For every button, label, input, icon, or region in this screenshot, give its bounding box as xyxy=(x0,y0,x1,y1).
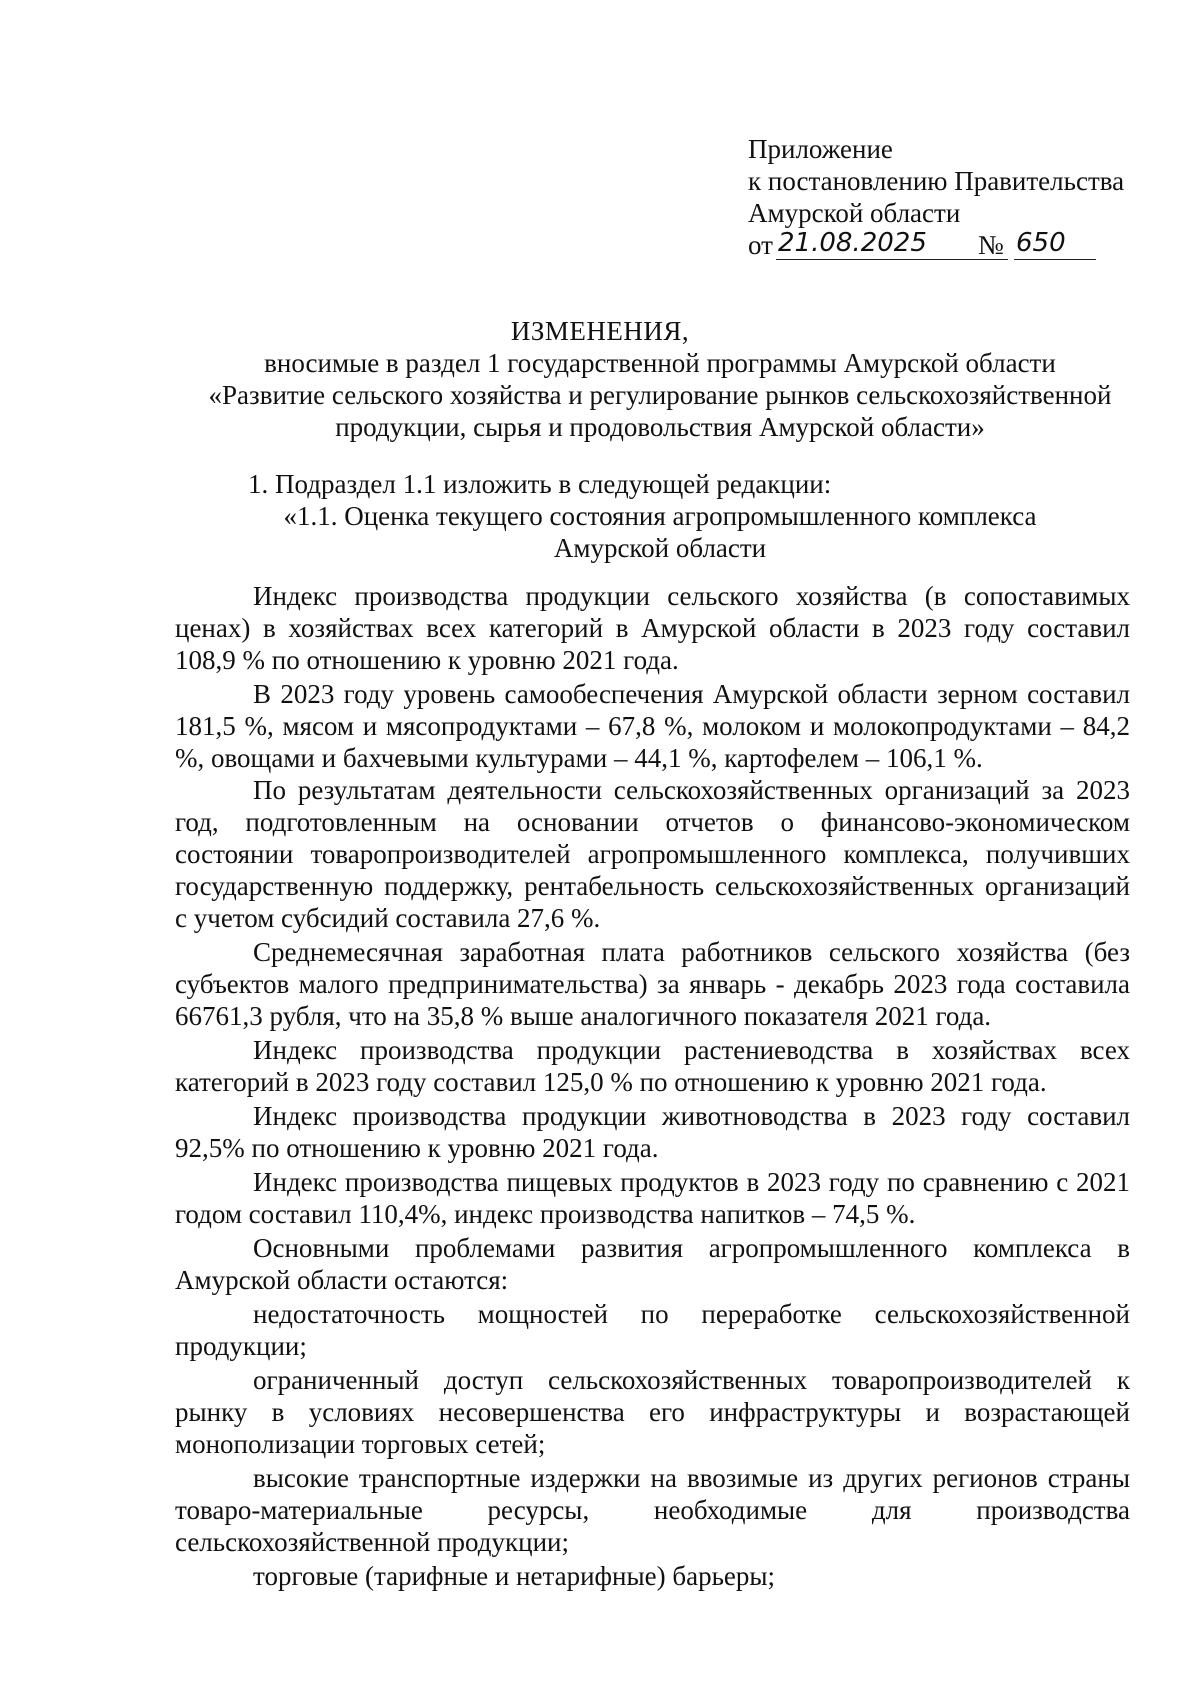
appendix-line-3: Амурской области xyxy=(748,198,961,228)
paragraph: Индекс производства продукции животноводства в 2023 году составил 92,5% по отношению к уровню 2021 года. xyxy=(175,1101,1130,1163)
list-item: недостаточность мощностей по переработке сельскохозяйственной продукции; xyxy=(175,1299,1130,1361)
subtitle-line: продукции, сырья и продовольствия Амурской области» xyxy=(335,412,985,442)
section-title-line: «1.1. Оценка текущего состояния агропромышленного комплекса xyxy=(283,501,1037,531)
appendix-line-1: Приложение xyxy=(748,134,893,164)
paragraph: Основными проблемами развития агропромышленного комплекса в Амурской области остаются: xyxy=(175,1233,1130,1295)
paragraph: Среднемесячная заработная плата работников сельского хозяйства (без субъектов малого предпринимательства) за январь - декабрь 2023 года составила 66761,3 рубля, что на 35,8 % выше аналогичного показателя 2021 года. xyxy=(175,937,1130,1031)
paragraph: По результатам деятельности сельскохозяйственных организаций за 2023 год, подготовленным на основании отчетов о финансово-экономическом состоянии товаропроизводителей агропромышленного комплекса, получивших государственную поддержку, рентабельность сельскохозяйственных организаций с учетом субсидий составила 27,6 %. xyxy=(175,775,1130,933)
paragraph: В 2023 году уровень самообеспечения Амурской области зерном составил 181,5 %, мясом и мясопродуктами – 67,8 %, молоком и молокопродуктами – 84,2 %, овощами и бахчевыми культурами – 44,1 %, картофелем – 106,1 %. xyxy=(175,679,1130,773)
number-label: № xyxy=(978,230,1004,260)
appendix-block xyxy=(748,133,1168,263)
date-underline xyxy=(776,259,1008,260)
section-title xyxy=(240,500,1080,564)
body-text xyxy=(175,580,1130,1594)
date-prefix: от xyxy=(748,230,773,260)
paragraph: Индекс производства пищевых продуктов в 2023 году по сравнению с 2021 годом составил 110,4%, индекс производства напитков – 74,5 %. xyxy=(175,1167,1130,1229)
paragraph: Индекс производства продукции растениеводства в хозяйствах всех категорий в 2023 году составил 125,0 % по отношению к уровню 2021 года. xyxy=(175,1035,1130,1097)
section-title-line: Амурской области xyxy=(553,533,767,563)
item-1-text: 1. Подраздел 1.1 изложить в следующей редакции: xyxy=(248,469,832,499)
resolution-date-number-line xyxy=(748,229,1168,263)
document-title: ИЗМЕНЕНИЯ, xyxy=(510,316,690,346)
handwritten-number: 650 xyxy=(1016,228,1066,258)
list-item: торговые (тарифные и нетарифные) барьеры; xyxy=(253,1561,776,1591)
paragraph: Индекс производства продукции сельского хозяйства (в сопоставимых ценах) в хозяйствах всех категорий в Амурской области в 2023 году составил 108,9 % по отношению к уровню 2021 года. xyxy=(175,581,1130,675)
list-item: высокие транспортные издержки на ввозимые из других регионов страны товаро-материальные ресурсы, необходимые для производства сельскохозяйственной продукции; xyxy=(175,1463,1130,1557)
list-item: ограниченный доступ сельскохозяйственных товаропроизводителей к рынку в условиях несовершенства его инфраструктуры и возрастающей монополизации торговых сетей; xyxy=(175,1365,1130,1459)
number-underline xyxy=(1014,259,1096,260)
handwritten-date: 21.08.2025 xyxy=(778,228,927,258)
document-subtitle xyxy=(160,347,1160,443)
subtitle-line: вносимые в раздел 1 государственной программы Амурской области xyxy=(264,348,1056,378)
appendix-line-2: к постановлению Правительства xyxy=(748,166,1125,196)
subtitle-line: «Развитие сельского хозяйства и регулирование рынков сельскохозяйственной xyxy=(208,380,1112,410)
